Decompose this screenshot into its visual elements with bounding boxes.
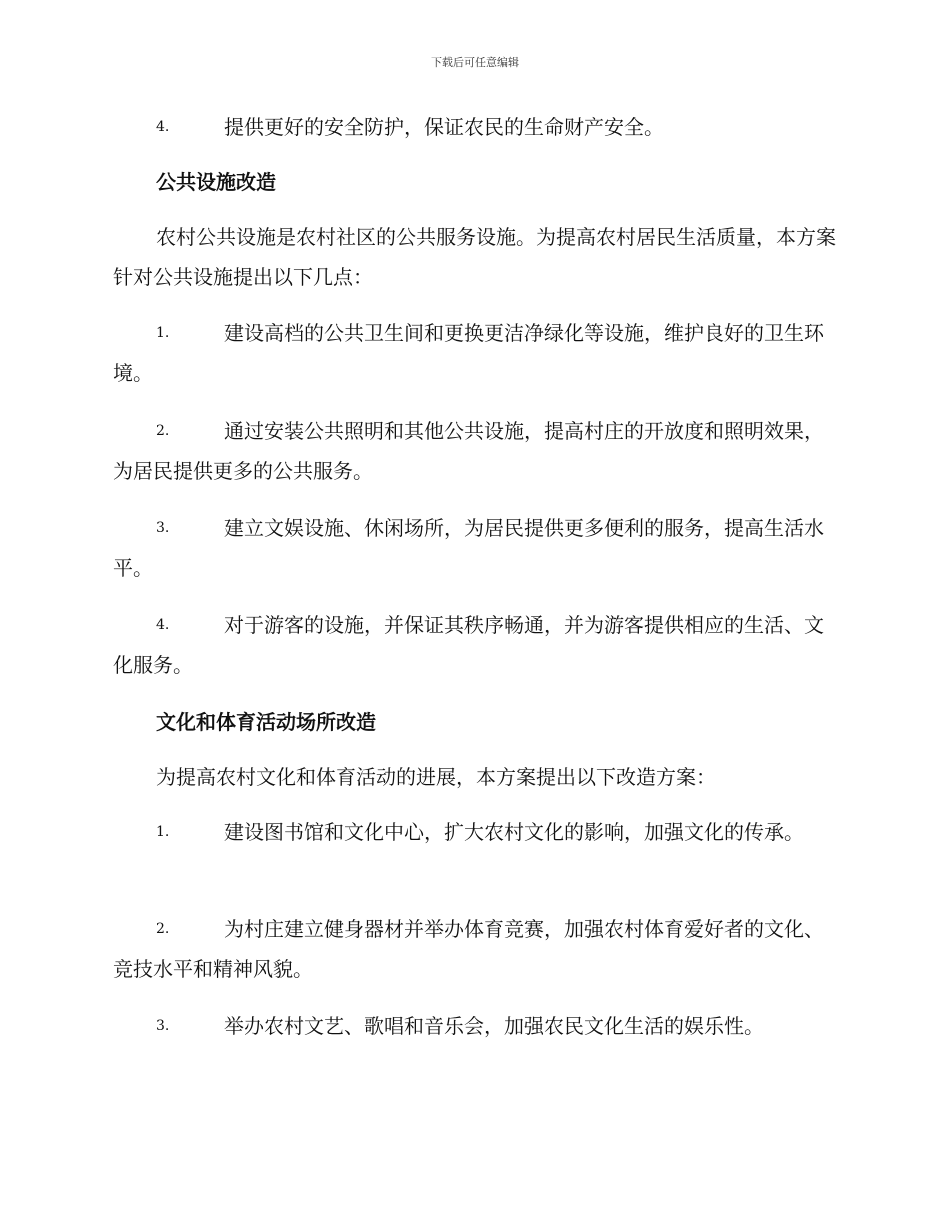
list-item <box>113 1006 837 1046</box>
list-item-text: 提供更好的安全防护，保证农民的生命财产安全。 <box>224 115 664 139</box>
list-item-text: 建设高档的公共卫生间和更换更洁净绿化等设施，维护良好的卫生环境。 <box>113 321 824 385</box>
list-item <box>113 411 837 491</box>
list-item-text: 建立文娱设施、休闲场所，为居民提供更多便利的服务，提高生活水平。 <box>113 516 824 580</box>
section-heading-culture-sports: 文化和体育活动场所改造 <box>156 710 376 734</box>
list-item-text: 对于游客的设施，并保证其秩序畅通，并为游客提供相应的生活、文化服务。 <box>113 613 824 677</box>
list-item <box>113 313 837 393</box>
list-item-number: 4. <box>156 617 170 633</box>
list-item-number: 2. <box>156 423 170 439</box>
list-item <box>113 605 837 685</box>
list-item-number: 1. <box>156 325 170 341</box>
list-item-number: 4. <box>156 119 170 135</box>
list-item-number: 3. <box>156 1018 170 1034</box>
list-item <box>113 107 837 147</box>
list-item <box>113 812 837 852</box>
list-item-text: 为村庄建立健身器材并举办体育竞赛，加强农村体育爱好者的文化、竞技水平和精神风貌。 <box>113 917 824 981</box>
section-heading-public-facilities: 公共设施改造 <box>156 170 276 194</box>
list-item-text: 通过安装公共照明和其他公共设施，提高村庄的开放度和照明效果，为居民提供更多的公共服务。 <box>113 419 824 483</box>
list-item <box>113 508 837 588</box>
list-item-number: 2. <box>156 921 170 937</box>
section-intro-public-facilities: 农村公共设施是农村社区的公共服务设施。为提高农村居民生活质量，本方案针对公共设施提出以下几点： <box>113 225 836 289</box>
list-item <box>113 909 837 989</box>
section-intro-culture-sports: 为提高农村文化和体育活动的进展，本方案提出以下改造方案： <box>156 765 716 789</box>
list-item-number: 1. <box>156 824 170 840</box>
list-item-number: 3. <box>156 520 170 536</box>
list-item-text: 建设图书馆和文化中心，扩大农村文化的影响，加强文化的传承。 <box>224 820 804 844</box>
page-header: 下载后可任意编辑 <box>431 56 519 69</box>
list-item-text: 举办农村文艺、歌唱和音乐会，加强农民文化生活的娱乐性。 <box>224 1014 764 1038</box>
